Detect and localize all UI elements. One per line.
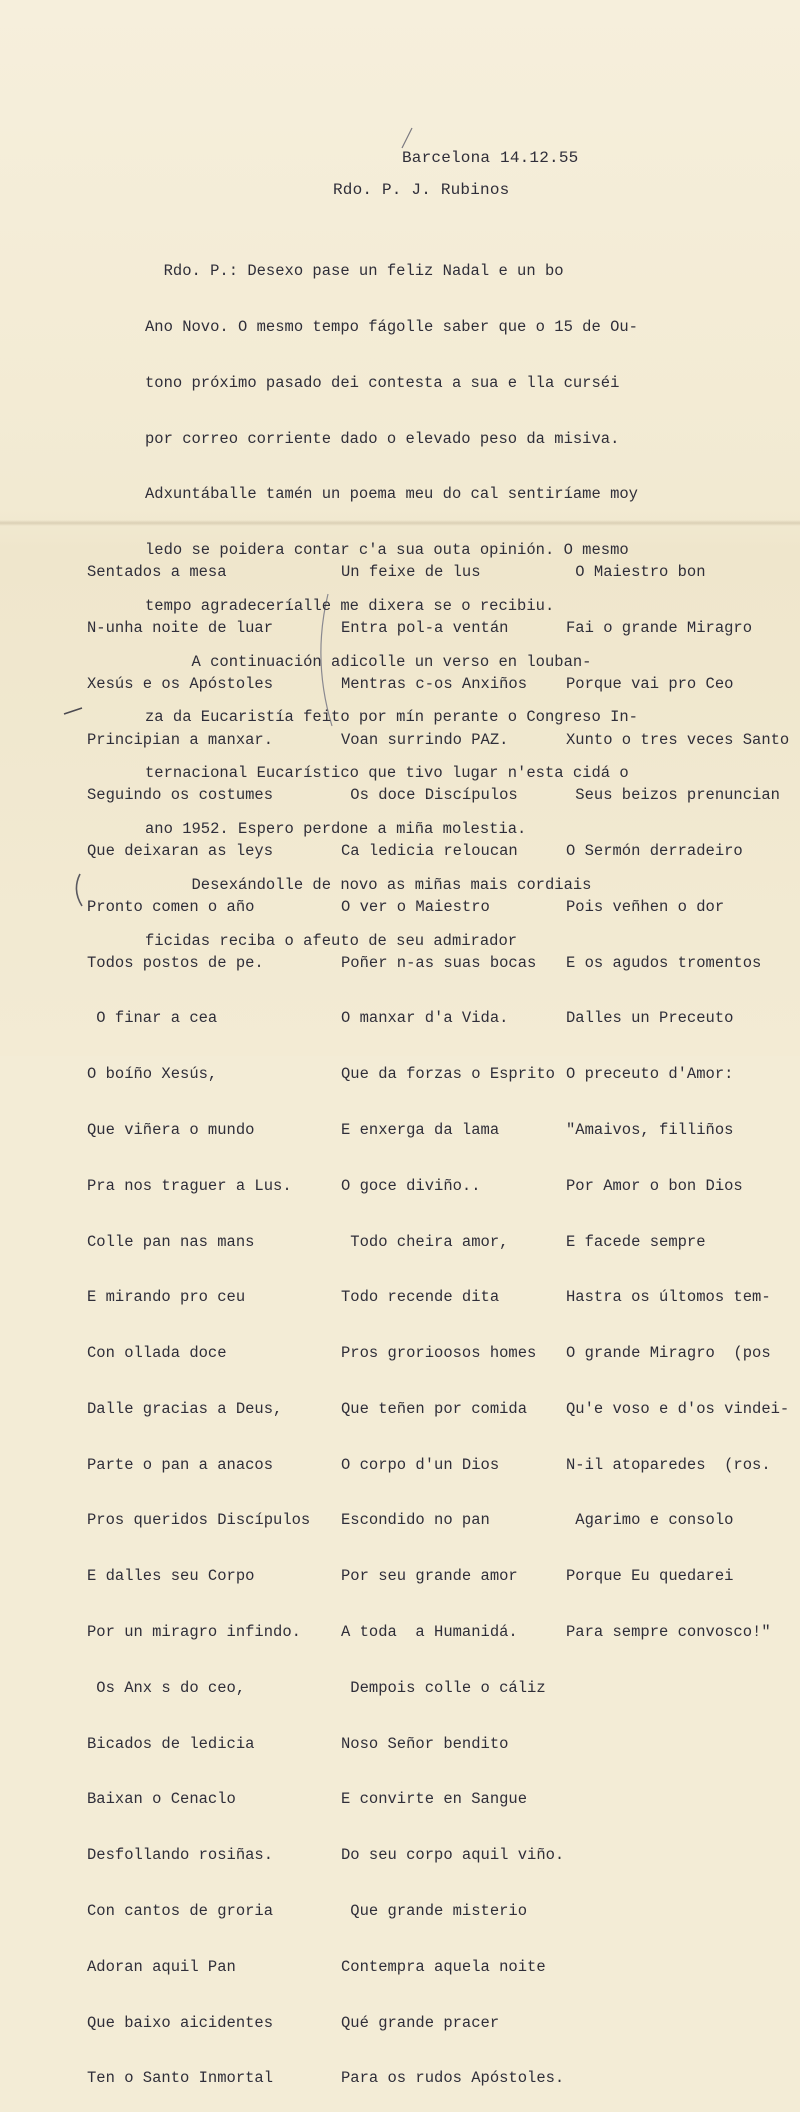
body-line: A continuación adicolle un verso en louban- xyxy=(145,652,592,671)
poem-line: Todo recende dita xyxy=(341,1288,500,1307)
poem-line: E os agudos tromentos xyxy=(566,953,762,972)
pen-dash-mark xyxy=(60,702,90,722)
poem-line: O goce diviño.. xyxy=(341,1176,481,1195)
poem-line: Que teñen por comida xyxy=(341,1399,528,1418)
poem-line: Xunto o tres veces Santo xyxy=(566,730,790,749)
poem-line: A toda a Humanidá. xyxy=(341,1623,518,1642)
poem-line: Para sempre convosco!" xyxy=(566,1623,771,1642)
poem-line: Adoran aquil Pan xyxy=(87,1957,236,1976)
body-line: ano 1952. Espero perdone a miña molestia. xyxy=(145,820,527,838)
poem-line: Ca ledicia reloucan xyxy=(341,842,518,861)
poem-line: Que da forzas o Esprito xyxy=(341,1065,555,1084)
poem-line: Seus beizos prenuncian xyxy=(566,786,780,805)
poem-line: O preceuto d'Amor: xyxy=(566,1065,734,1084)
poem-column-3 xyxy=(566,526,800,1679)
poem-column-2 xyxy=(341,526,571,2112)
poem-line: Dalle gracias a Deus, xyxy=(87,1399,283,1418)
poem-line: Todos postos de pe. xyxy=(87,953,264,972)
letter-date: Barcelona 14.12.55 xyxy=(402,149,579,167)
poem-line: Desfollando rosiñas. xyxy=(87,1846,274,1865)
poem-line: Do seu corpo aquil viño. xyxy=(341,1846,565,1865)
poem-line: Mentras c-os Anxiños xyxy=(341,674,528,693)
body-line: tono próximo pasado dei contesta a sua e lla curséi xyxy=(145,373,620,392)
poem-line: Pra nos traguer a Lus. xyxy=(87,1176,292,1195)
poem-line: E mirando pro ceu xyxy=(87,1288,246,1307)
poem-line: O Maiestro bon xyxy=(566,563,706,582)
poem-line: Que baixo aicidentes xyxy=(87,2013,274,2032)
body-line: ledo se poidera contar c'a sua outa opinión. O mesmo xyxy=(145,541,629,560)
poem-line: N-il atoparedes (ros. xyxy=(566,1455,771,1474)
letter-addressee: Rdo. P. J. Rubinos xyxy=(333,181,510,199)
body-line: por correo corriente dado o elevado peso da misiva. xyxy=(145,429,620,448)
poem-line: E facede sempre xyxy=(566,1232,706,1251)
poem-line: Para os rudos Apóstoles. xyxy=(341,2069,565,2088)
poem-line: Pros queridos Discípulos xyxy=(87,1511,311,1530)
poem-line: Por seu grande amor xyxy=(341,1567,518,1586)
poem-line: Escondido no pan xyxy=(341,1511,490,1530)
body-line: ternacional Eucarístico que tivo lugar n'esta cidá o xyxy=(145,764,629,783)
poem-line: "Amaivos, filliños xyxy=(566,1121,734,1139)
poem-line: Por Amor o bon Dios xyxy=(566,1176,743,1195)
poem-line: O finar a cea xyxy=(87,1009,218,1028)
poem-line: Ten o Santo Inmortal xyxy=(87,2069,274,2088)
poem-line: Porque Eu quedarei xyxy=(566,1567,734,1586)
poem-line: Pronto comen o año xyxy=(87,897,255,916)
body-line: Desexándolle de novo as miñas mais cordiais xyxy=(145,875,592,894)
poem-line: Colle pan nas mans xyxy=(87,1232,255,1251)
poem-line: O grande Miragro (pos xyxy=(566,1344,771,1363)
body-line: tempo agradeceríalle me dixera se o recibiu. xyxy=(145,596,555,615)
poem-line: O boíño Xesús, xyxy=(87,1065,218,1084)
poem-line: Os Anx s do ceo, xyxy=(87,1678,246,1697)
poem-line: Baixan o Cenaclo xyxy=(87,1790,236,1809)
poem-line: Principian a manxar. xyxy=(87,730,274,749)
poem-line: E dalles seu Corpo xyxy=(87,1567,255,1586)
poem-column-1 xyxy=(87,526,337,2112)
poem-line: Poñer n-as suas bocas xyxy=(341,953,537,972)
poem-line: Sentados a mesa xyxy=(87,563,227,582)
poem-line: E convirte en Sangue xyxy=(341,1790,528,1809)
poem-line: Pros grorioosos homes xyxy=(341,1344,537,1363)
poem-line: Parte o pan a anacos xyxy=(87,1455,274,1474)
poem-line: Noso Señor bendito xyxy=(341,1734,509,1753)
body-line: za da Eucaristía feito por mín perante o Congreso In- xyxy=(145,708,638,727)
poem-line: Que grande misterio xyxy=(341,1901,528,1920)
poem-line: Todo cheira amor, xyxy=(341,1232,509,1251)
poem-line: Con ollada doce xyxy=(87,1344,227,1363)
poem-line: Fai o grande Miragro xyxy=(566,618,753,637)
poem-line: O corpo d'un Dios xyxy=(341,1455,500,1474)
poem-line: Qué grande pracer xyxy=(341,2013,500,2032)
poem-line: Xesús e os Apóstoles xyxy=(87,674,274,693)
body-line: Rdo. P.: Desexo pase un feliz Nadal e un bo xyxy=(145,262,564,281)
poem-line: Voan surrindo PAZ. xyxy=(341,730,509,749)
poem-line: Que deixaran as leys xyxy=(87,842,274,861)
poem-line: Os doce Discípulos xyxy=(341,786,518,805)
poem-line: Pois veñhen o dor xyxy=(566,897,725,916)
poem-line: Bicados de ledicia xyxy=(87,1734,255,1753)
poem-line: Porque vai pro Ceo xyxy=(566,674,734,693)
poem-line: E enxerga da lama xyxy=(341,1121,500,1139)
body-line: ficidas reciba o afeuto de seu admirador xyxy=(145,931,518,950)
poem-line: O manxar d'a Vida. xyxy=(341,1009,509,1028)
poem-line: Hastra os últomos tem- xyxy=(566,1288,771,1307)
poem-line: Dalles un Preceuto xyxy=(566,1009,734,1028)
poem-line: Dempois colle o cáliz xyxy=(341,1678,546,1697)
poem-line: Por un miragro infindo. xyxy=(87,1623,301,1642)
poem-line: Con cantos de groria xyxy=(87,1901,274,1920)
poem-line: O ver o Maiestro xyxy=(341,897,490,916)
poem-line: Agarimo e consolo xyxy=(566,1511,734,1530)
poem-line: Seguindo os costumes xyxy=(87,786,274,805)
poem-line: Un feixe de lus xyxy=(341,563,481,582)
poem-line: Qu'e voso e d'os vindei- xyxy=(566,1399,790,1418)
body-line: Adxuntáballe tamén un poema meu do cal sentiríame moy xyxy=(145,485,638,504)
body-line: Ano Novo. O mesmo tempo fágolle saber que o 15 de Ou- xyxy=(145,317,638,336)
poem-line: N-unha noite de luar xyxy=(87,618,274,637)
poem-line: Contempra aquela noite xyxy=(341,1957,546,1976)
poem-line: Que viñera o mundo xyxy=(87,1121,255,1139)
poem-line: Entra pol-a ventán xyxy=(341,618,509,637)
poem-line: O Sermón derradeiro xyxy=(566,842,743,861)
